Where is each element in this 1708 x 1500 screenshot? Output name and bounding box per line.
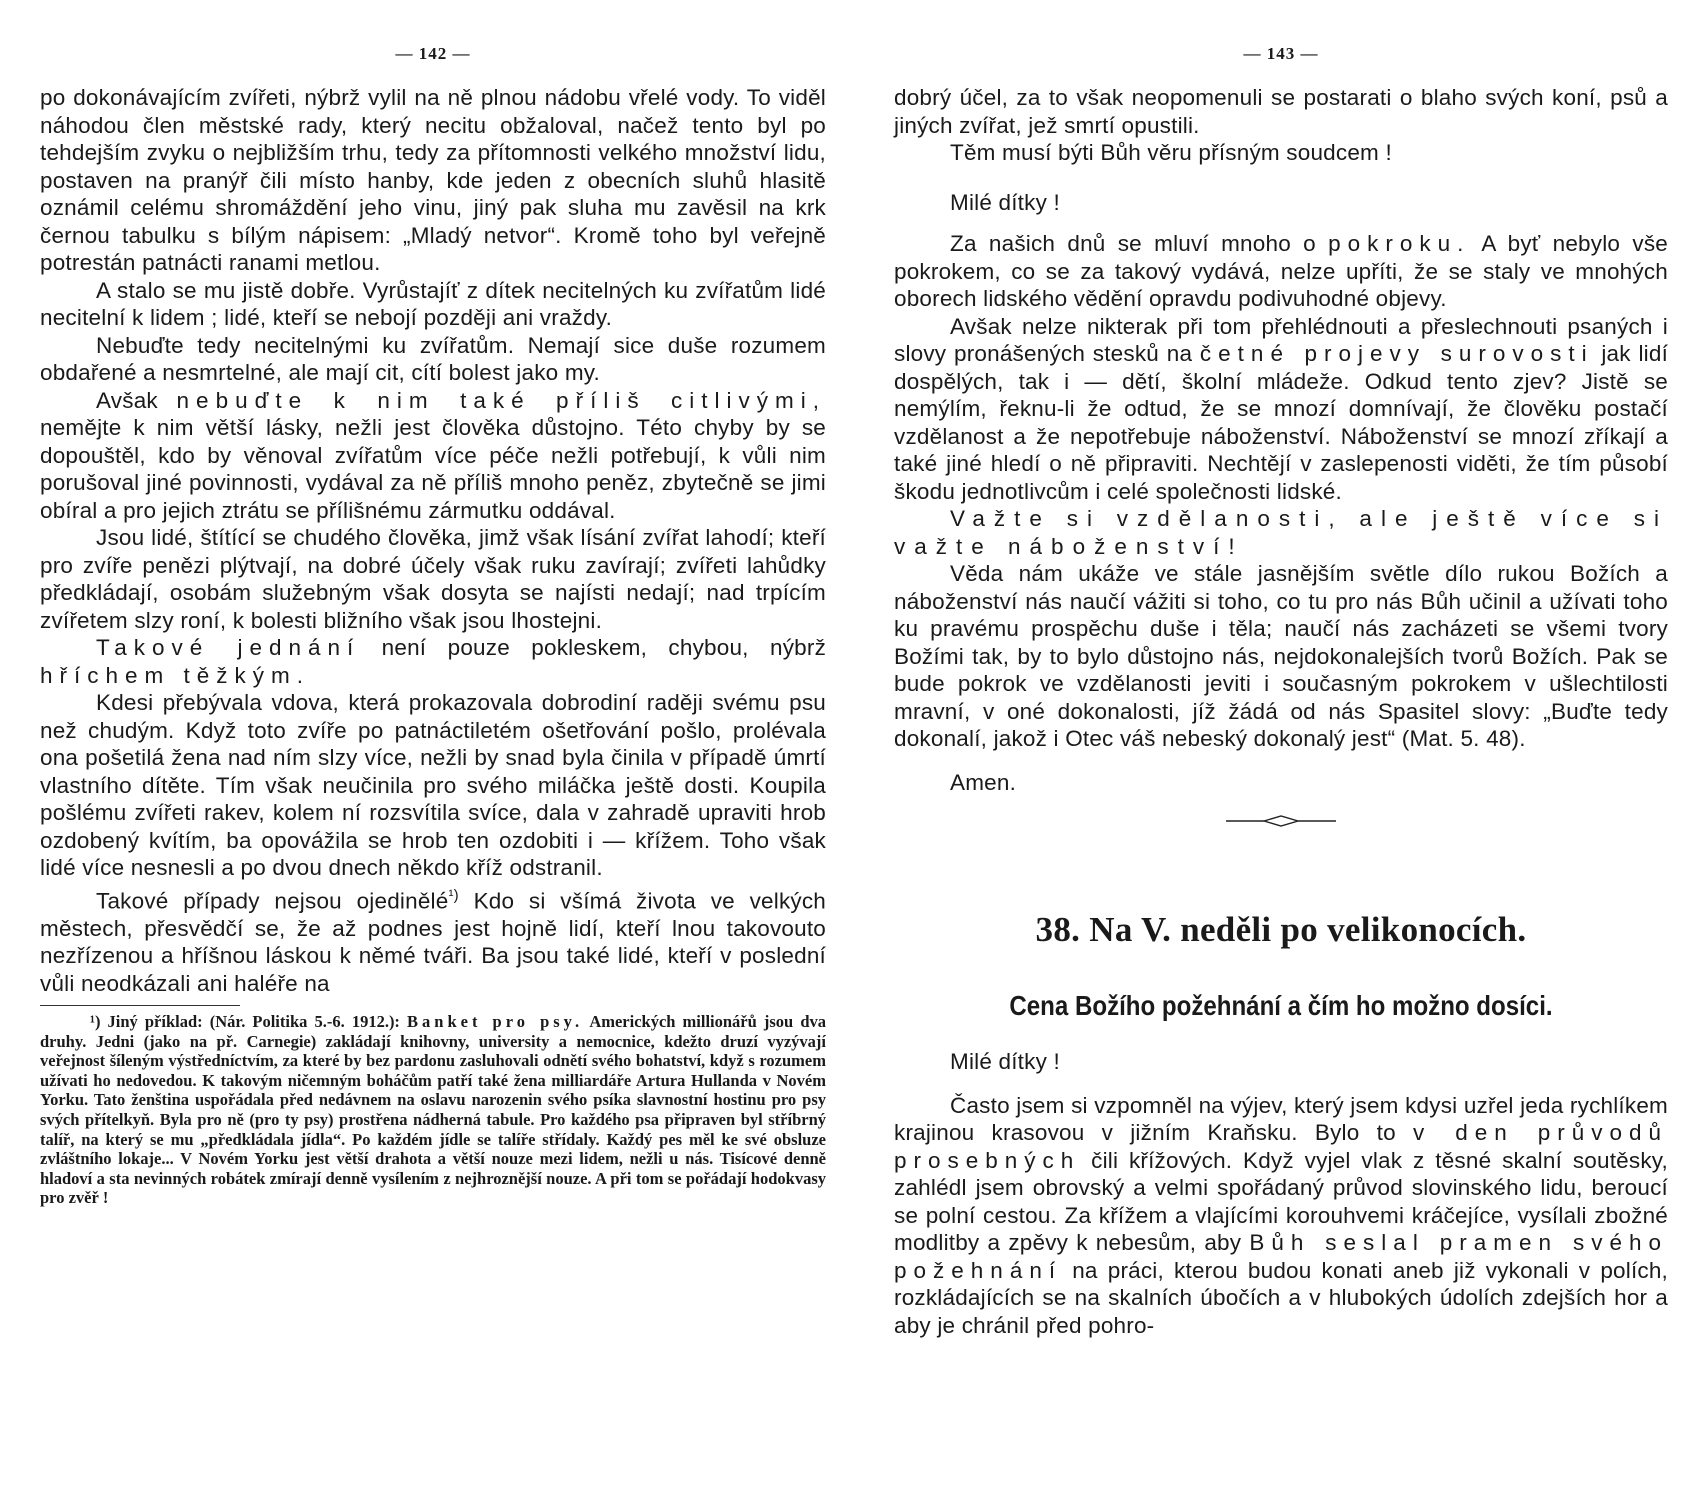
page-number-left: — 142 — [395,44,471,63]
paragraph-rest: není pouze pokleskem, chybou, nýbrž [381,635,827,660]
left-page [0,0,850,1500]
paragraph [894,230,1668,313]
paragraph: Věda nám ukáže ve stále jasnějším světle dílo rukou Božích a náboženství nás naučí vážiti si toho, co tu pro nás Bůh učinil a užívati toho ku pravému prospěchu duše i těla; naučí nás zacházeti se všemi tvory Božími tak, by to bylo důstojno nás, nejdokonalejších tvorů Božích. Pak se bude pokrok ve vzdělanosti jeviti i současným pokrokem v ušlechtilosti mravní, v oné dokonalosti, jíž žádá od nás Spasitel slovy: „Buďte tedy dokonalí, jakož i Otec váš nebeský dokonalý jest“ (Mat. 5. 48). [894,561,1668,751]
footnote [40,1012,826,1208]
footnote-divider [40,1005,240,1006]
paragraph-rest: A byť nebylo vše pokrokem, co se za takový vydává, nelze upříti, že se staly ve mnohých oborech lidského vědění opravdu podivuhodné objevy. [894,231,1668,311]
footnote-emphasis: Banket pro psy. [407,1012,584,1031]
paragraph: Jsou lidé, štítící se chudého člověka, jimž však lísání zvířat lahodí; kteří pro zvíře penězi plýtvají, na dobré účely však ruku zavírají; zvířeti lahůdky předkládají, osobám služebným však dosyta se najísti nedají; nad trpícím zvířetem slzy roní, k bolesti bližního však jsou lhostejni. [40,525,826,633]
paragraph-lead: Avšak [96,387,158,413]
page-number-right: — 143 — [1243,44,1319,63]
footnote-marker: ¹) [448,886,459,904]
paragraph-lead: Avšak nelze nikterak při tom přehlédnouti a přeslechnouti psaných i slovy pronášených stesků na [894,313,1668,366]
paragraph-rest: jak lidí dospělých, tak i — dětí, školní mládeže. Odkud tento zjev? Jistě se nemýlím, řeknu-li že odtud, že se mnozí domnívají, že člověku postačí vzdělanost a že nepotřebuje náboženství. Náboženství se mnozí zříkají a také jiné hledí o ně připraviti. Nechtějí v zaslepenosti viděti, že tím působí škodu jednotlivcům i celé společnosti lidské. [894,341,1669,504]
diamond-rule-ornament-icon [1226,814,1336,828]
paragraph-rest: na práci, kterou budou konati aneb již vykonali v polích, rozkládajících se na skalních úbočích a v hlubokých údolích zdejších hor a aby je chránil před pohro- [894,1257,1669,1338]
paragraph-lead: Takové případy nejsou ojedinělé [96,888,449,913]
paragraph: po dokonávajícím zvířeti, nýbrž vylil na ně plnou nádobu vřelé vody. To viděl náhodou člen městské rady, který necitu obžaloval, načež tento byl po tehdejším zvyku o nejbližším trhu, tedy za přítomnosti velkého množství lidu, postaven na pranýř čili místo hanby, kde jeden z obecních sluhů hlasitě oznámil celému shromáždění jeho vinu, jiný pak sluha mu zavěsil na krk černou tabulku s bílým nápisem: „Mladý netvor“. Kromě toho byl veřejně potrestán patnácti ranami metlou. [40,85,826,275]
paragraph [40,634,826,689]
paragraph-rest: Kdo si všímá života ve velkých městech, přesvědčí se, že až podnes jest hojně lidí, kteří lnou takovouto nezřízenou a hříšnou láskou k němé tváři. Ba jsou také lidé, kteří v poslední vůli neodkázali ani haléře na [40,888,827,996]
paragraph [894,1092,1668,1340]
right-body-text [894,84,1668,796]
right-page [858,0,1708,1500]
paragraph-rest: nemějte k nim větší lásky, nežli jest člověka důstojno. Této chyby by se dopouštěl, kdo by věnoval zvířatům více péče nežli potřebují, k vůli nim porušoval jiné povinnosti, vydával za ně příliš mnoho peněz, zbytečně se jimi obíral a pro jejich ztrátu se přílišnému zármutku oddával. [40,415,826,523]
greeting: Milé dítky ! [950,1049,1060,1074]
paragraph: Nebuďte tedy necitelnými ku zvířatům. Nemají sice duše rozumem obdařené a nesmrtelné, ale mají cit, cítí bolest jako my. [40,332,826,385]
paragraph [40,387,826,525]
footnote-lead: ¹) Jiný příklad: (Nár. Politika 5.-6. 1912.): [90,1012,400,1031]
chapter-title: 38. Na V. neděli po velikonocích. [1035,910,1527,949]
emphasized-text: nebuďte k nim také příliš citlivými, [176,387,827,413]
paragraph [894,313,1668,506]
emphasized-text: Takové jednání [96,635,361,660]
footnote-rest: Amerických millionářů jsou dva druhy. Jedni (jako na př. Carnegie) zakládají knihovny, university a nemocnice, kdežto druzí vyzývají veřejnost šíleným výstředníctvím, za které by bez pardonu zasluhovali odnětí svého bohatství, když s rozumem užívati ho nedovedou. K takovým ničemným boháčům patří také žena milliardáře Artura Hullanda v Novém Yorku. Tato ženština uspořádala před nedávnem na oslavu narozenin svého psíka slavnostní hostinu pro psy svých přítelkyň. Byla pro ně (pro ty psy) prostřena nádherná tabule. Pro každého psa připraven byl stříbrný talíř, na který se mu „předkládala jídla“. Po každém jídle se talíře střídaly. Každý pes měl ke své obsluze zvláštního lokaje... V Novém Yorku jest větší drahota a větší nouze mezi lidem, nežli u nás. Tisícové denně hladoví a sta nevinných robátek zmírají denně vysílením z nejhroznější nouze. A při tom se pořádají hodokvasy pro zvěř ! [40,1012,826,1208]
paragraph: A stalo se mu jistě dobře. Vyrůstajíť z dítek necitelných ku zvířatům lidé necitelní k lidem ; lidé, kteří se nebojí později ani vraždy. [40,277,826,330]
emphasized-text: četné projevy surovosti [1199,341,1594,366]
footnote-text [40,1012,826,1208]
paragraph [40,882,826,998]
paragraph: dobrý účel, za to však neopomenuli se postarati o blaho svých koní, psů a jiných zvířat, jež smrtí opustili. [894,85,1668,138]
emphasized-text: v den průvodů prosebných [894,1120,1669,1173]
chapter-body-text [894,1048,1668,1339]
paragraph-lead: Za našich dnů se mluví mnoho o [950,231,1316,256]
emphasized-text: hříchem těžkým. [40,662,311,688]
paragraph-lead: Často jsem si vzpomněl na výjev, který jsem kdysi uzřel jeda rychlíkem krajinou krasovou v jižním Kraňsku. Bylo to [894,1092,1668,1145]
emphasized-text: Bůh seslal pramen svého požehnání [894,1230,1668,1283]
paragraph-rest: čili křížových. Když vyjel vlak z těsné skalní soutěsky, zahlédl jsem obrovský a velmi spořádaný průvod slovinského lidu, beroucí se polní cestou. Za křížem a vlajícími korouhvemi kráčejíce, vysílali zbožné modlitby a zpěvy k nebesům, aby [894,1147,1669,1255]
paragraph: Těm musí býti Bůh věru přísným soudcem ! [950,140,1392,165]
left-body-text [40,84,826,997]
paragraph: Kdesi přebývala vdova, která prokazovala dobrodiní raději svému psu než chudým. Když toto zvíře po patnáctiletém ošetřování pošlo, prolévala ona pošetilá žena nad ním slzy více, nežli by snad byla činila v případě úmrtí vlastního dítěte. Tím však neučinila pro svého miláčka ještě dosti. Koupila pošlému zvířeti rakev, kolem ní rozsvítila svíce, dala v zahradě upraviti hrob ozdobený kvítím, ba opovážila se hrob ten ozdobiti i — křížem. Toho však lidé více nesnesli a po dvou dnech někdo kříž odstranil. [40,690,826,880]
amen: Amen. [950,769,1017,795]
emphasized-text: pokroku. [1328,231,1471,256]
section-ornament [894,814,1668,854]
chapter-subtitle: Cena Božího požehnání a čím ho možno dosíci. [1009,990,1553,1021]
emphasized-paragraph: Važte si vzdělanosti, ale ještě více si važte náboženství! [894,506,1668,559]
greeting: Milé dítky ! [950,189,1060,215]
